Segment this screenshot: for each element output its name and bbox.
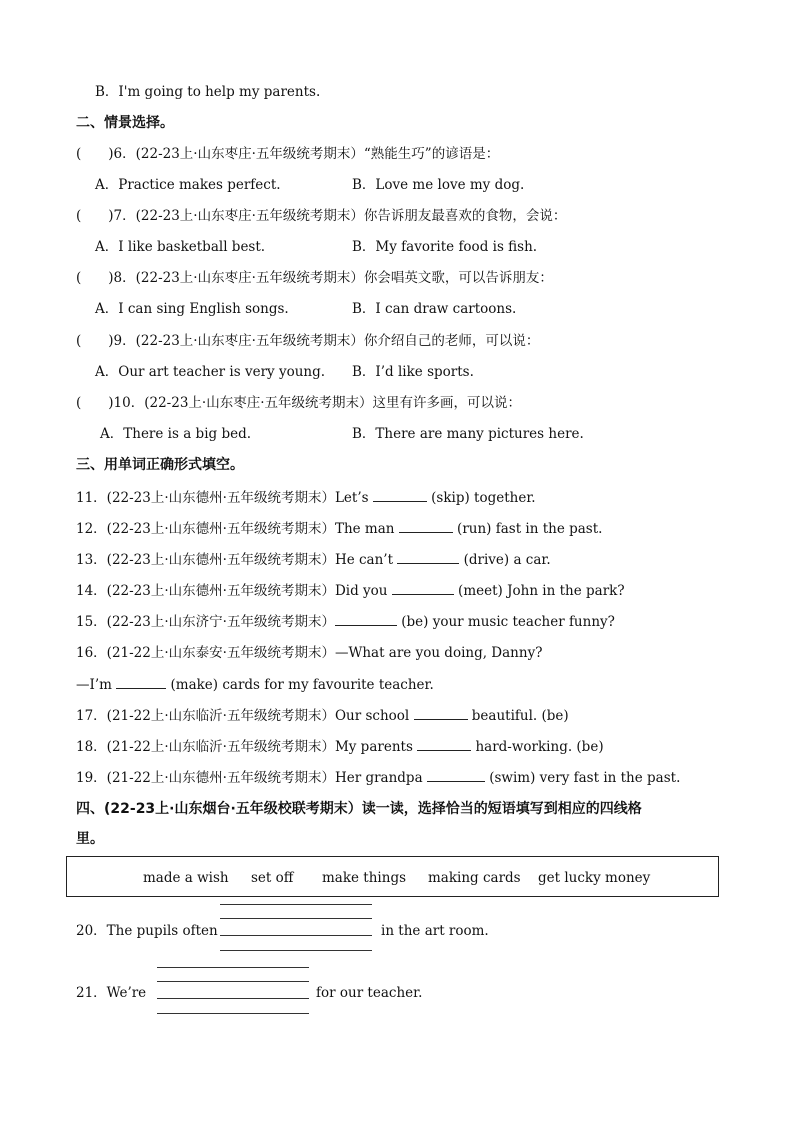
item-suffix: (make) cards for my favourite teacher. [166,677,434,693]
question-stem: (22-23上·山东枣庄·五年级统考期末）你介绍自己的老师，可以说： [135,333,540,349]
fill-item-13 [76,550,551,569]
option-b: B．I can draw cartoons. [352,301,517,317]
option-b: B．There are many pictures here. [352,426,584,442]
option-b: B．My favorite food is fish. [352,239,538,255]
question-9 [76,332,539,350]
fill-item-15 [76,612,615,631]
answer-blank[interactable] [414,706,468,720]
option-b: B．Love me love my dog. [352,177,525,193]
fill-item-12 [76,519,602,538]
fill-item-17 [76,706,569,725]
item-prefix: 18．(21-22上·山东临沂·五年级统考期末）My parents [76,739,418,755]
question-stem: (22-23上·山东枣庄·五年级统考期末）你告诉朋友最喜欢的食物，会说： [135,208,567,224]
answer-blank[interactable] [417,737,471,751]
word-bank-item: set off [251,870,294,886]
item-suffix: (drive) a car. [459,552,551,568]
fill-item-11 [76,488,536,507]
question-6 [76,145,499,163]
fill-item-19 [76,768,680,787]
section4-title-cont: 里。 [76,831,104,847]
item-prefix: 13．(22-23上·山东德州·五年级统考期末）He can’t [76,552,398,568]
answer-blank[interactable] [116,675,166,689]
question-21-prefix: 21．We’re [76,985,147,1001]
word-bank-item: made a wish [143,870,229,886]
word-bank [66,856,719,897]
question-20-prefix: 20．The pupils often [76,923,218,939]
item-prefix: —I’m [76,677,117,693]
question-number: ( )7． [76,208,136,224]
question-number: ( )6． [76,146,136,162]
section3-title: 三、用单词正确形式填空。 [76,457,244,473]
question-number: ( )9． [76,333,136,349]
question-8 [76,269,553,287]
question-stem: (22-23上·山东枣庄·五年级统考期末）你会唱英文歌，可以告诉朋友： [135,270,553,286]
option-a: A．Practice makes perfect. [95,177,281,193]
fill-item-18 [76,737,604,756]
item-suffix: (swim) very fast in the past. [484,770,681,786]
question-10 [76,394,521,412]
option-a: A．I can sing English songs. [95,301,289,317]
option-b-5: B．I'm going to help my parents. [95,84,321,100]
fill-item-16-reply [76,675,434,694]
answer-blank[interactable] [427,768,485,782]
answer-blank[interactable] [399,519,453,533]
fill-item-16: 16．(21-22上·山东泰安·五年级统考期末）—What are you doing, Danny? [76,645,543,661]
answer-blank[interactable] [397,550,459,564]
option-a: A．I like basketball best. [95,239,266,255]
answer-blank[interactable] [335,612,397,626]
option-b: B．I’d like sports. [352,364,474,380]
item-prefix: 19．(21-22上·山东德州·五年级统考期末）Her grandpa [76,770,427,786]
question-stem: (22-23上·山东枣庄·五年级统考期末）这里有许多画，可以说： [144,395,521,411]
item-suffix: beautiful. (be) [467,708,569,724]
question-7 [76,207,566,225]
answer-blank[interactable] [392,581,454,595]
answer-blank[interactable] [373,488,427,502]
section2-title: 二、情景选择。 [76,115,174,131]
item-suffix: hard-working. (be) [471,739,604,755]
item-suffix: (meet) John in the park? [453,583,625,599]
item-prefix: 17．(21-22上·山东临沂·五年级统考期末）Our school [76,708,414,724]
question-stem: (22-23上·山东枣庄·五年级统考期末）“熟能生巧”的谚语是： [135,146,500,162]
fill-item-14 [76,581,625,600]
word-bank-item: making cards [428,870,521,886]
item-prefix: 15．(22-23上·山东济宁·五年级统考期末） [76,614,335,630]
option-a: A．There is a big bed. [100,426,252,442]
word-bank-item: get lucky money [538,870,651,886]
item-suffix: (be) your music teacher funny? [396,614,615,630]
item-suffix: (run) fast in the past. [452,521,603,537]
section4-title: 四、(22-23上·山东烟台·五年级校联考期末）读一读，选择恰当的短语填写到相应的四线格 [76,801,642,817]
question-number: ( )10． [76,395,145,411]
question-number: ( )8． [76,270,136,286]
four-line-writing-box[interactable] [220,904,372,952]
item-prefix: 12．(22-23上·山东德州·五年级统考期末）The man [76,521,399,537]
item-prefix: 14．(22-23上·山东德州·五年级统考期末）Did you [76,583,392,599]
question-20-suffix: in the art room. [381,923,489,939]
question-21-suffix: for our teacher. [316,985,423,1001]
item-suffix: (skip) together. [426,490,536,506]
four-line-writing-box[interactable] [157,967,309,1015]
item-prefix: 11．(22-23上·山东德州·五年级统考期末）Let’s [76,490,373,506]
option-a: A．Our art teacher is very young. [95,364,326,380]
word-bank-item: make things [322,870,407,886]
